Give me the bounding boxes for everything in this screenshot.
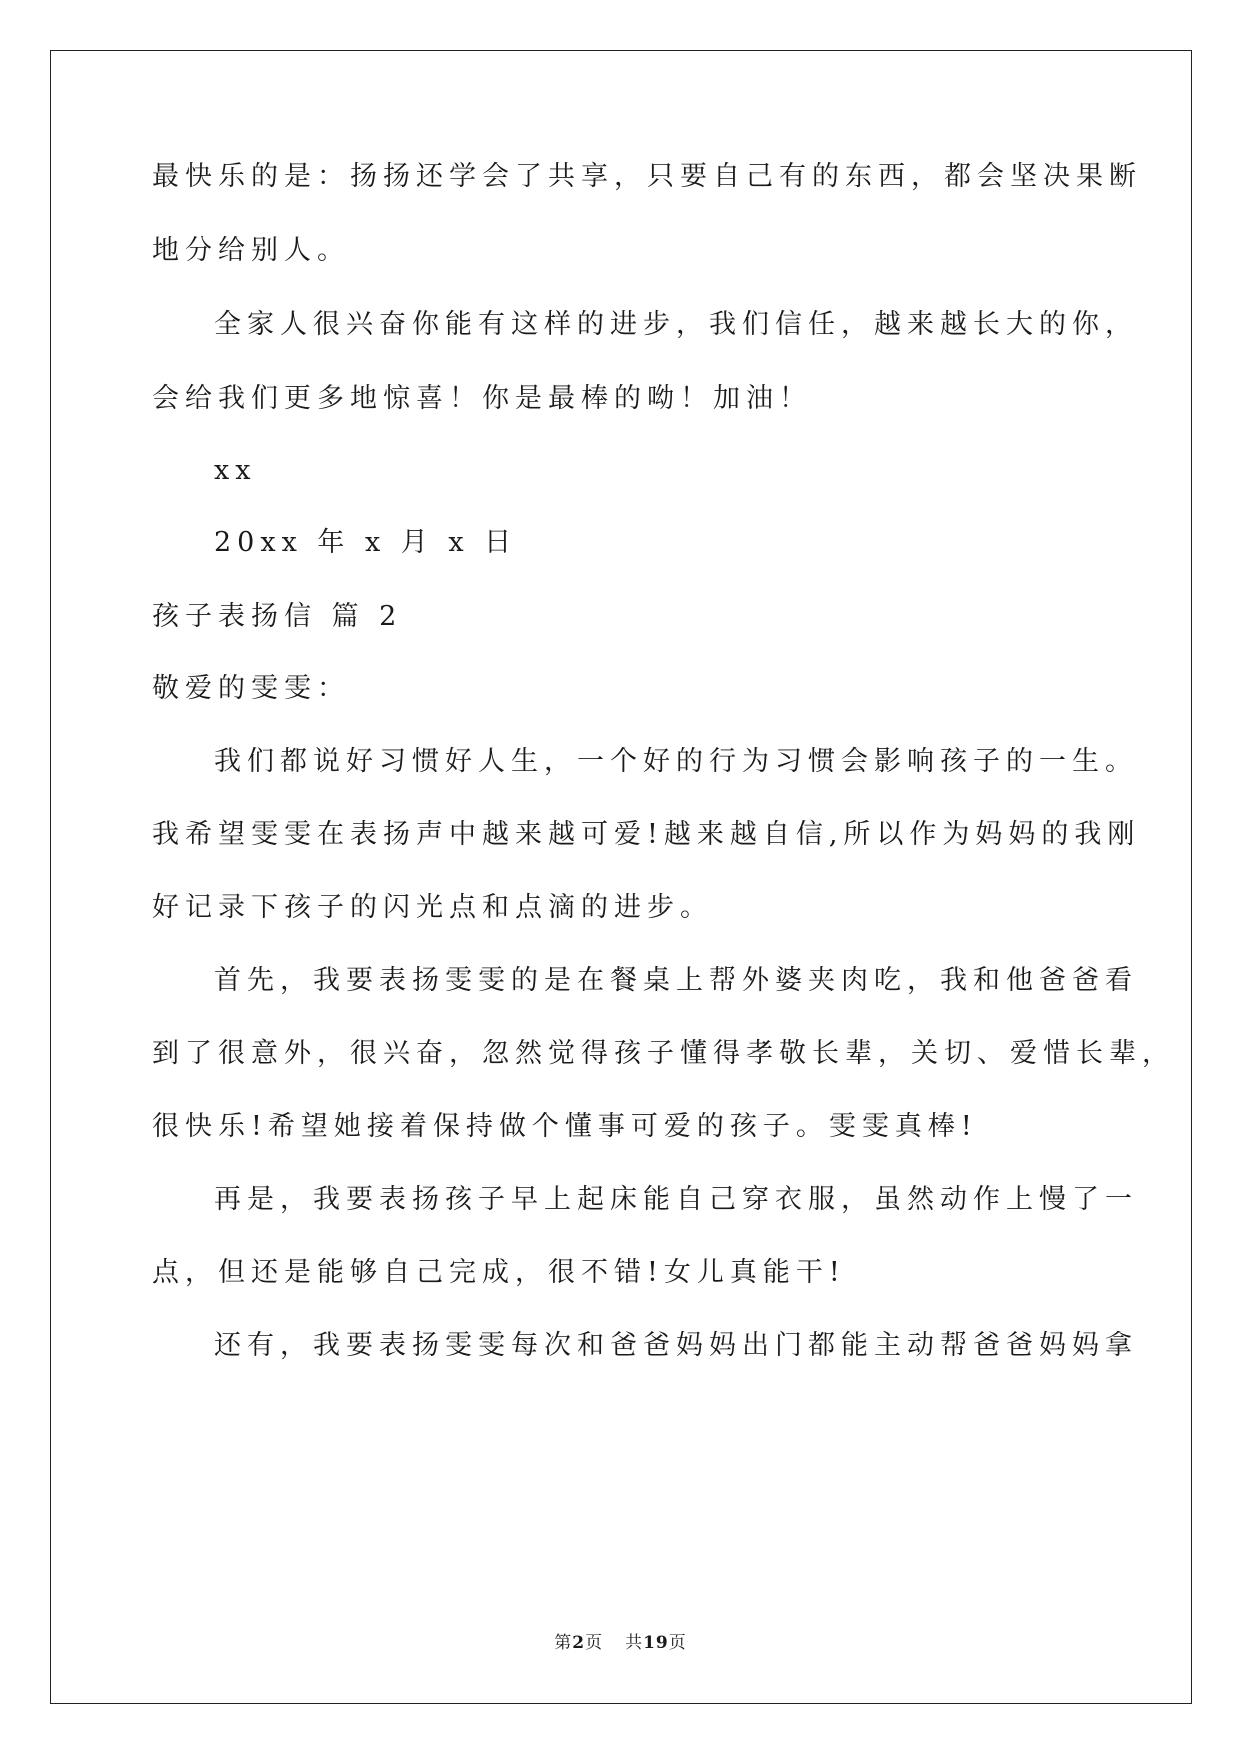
text-line: 点，但还是能够自己完成，很不错!女儿真能干! xyxy=(152,1257,846,1288)
paragraph-line: 全家人很兴奋你能有这样的进步，我们信任，越来越长大的你， xyxy=(214,309,1138,340)
signature-name: xx xyxy=(214,455,257,486)
signature-date: 20xx 年 x 月 x 日 xyxy=(214,527,518,558)
section-heading: 孩子表扬信 篇 2 xyxy=(152,601,403,632)
page-prefix: 第 xyxy=(554,1633,573,1653)
page-border xyxy=(50,50,1192,1704)
paragraph-line: 首先，我要表扬雯雯的是在餐桌上帮外婆夹肉吃，我和他爸爸看 xyxy=(214,965,1138,996)
salutation: 敬爱的雯雯： xyxy=(152,673,350,704)
text-line: 最快乐的是：扬扬还学会了共享，只要自己有的东西，都会坚决果断 xyxy=(152,161,1142,192)
paragraph-line: 还有，我要表扬雯雯每次和爸爸妈妈出门都能主动帮爸爸妈妈拿 xyxy=(214,1330,1138,1361)
total-suffix: 页 xyxy=(668,1633,687,1653)
text-line: 很快乐!希望她接着保持做个懂事可爱的孩子。雯雯真棒! xyxy=(152,1111,978,1142)
page-number: 2 xyxy=(572,1633,586,1653)
text-line: 地分给别人。 xyxy=(152,235,350,266)
text-line: 好记录下孩子的闪光点和点滴的进步。 xyxy=(152,892,713,923)
text-line: 我希望雯雯在表扬声中越来越可爱!越来越自信,所以作为妈妈的我刚 xyxy=(152,819,1141,850)
paragraph-line: 我们都说好习惯好人生，一个好的行为习惯会影响孩子的一生。 xyxy=(214,746,1138,777)
page-footer xyxy=(0,1628,1241,1653)
total-prefix: 共 xyxy=(625,1633,644,1653)
text-line: 会给我们更多地惊喜！你是最棒的呦！加油！ xyxy=(152,383,812,414)
total-pages: 19 xyxy=(643,1633,669,1653)
page-suffix: 页 xyxy=(585,1633,604,1653)
paragraph-line: 再是，我要表扬孩子早上起床能自己穿衣服，虽然动作上慢了一 xyxy=(214,1184,1138,1215)
text-line: 到了很意外，很兴奋，忽然觉得孩子懂得孝敬长辈，关切、爱惜长辈， xyxy=(152,1038,1175,1069)
